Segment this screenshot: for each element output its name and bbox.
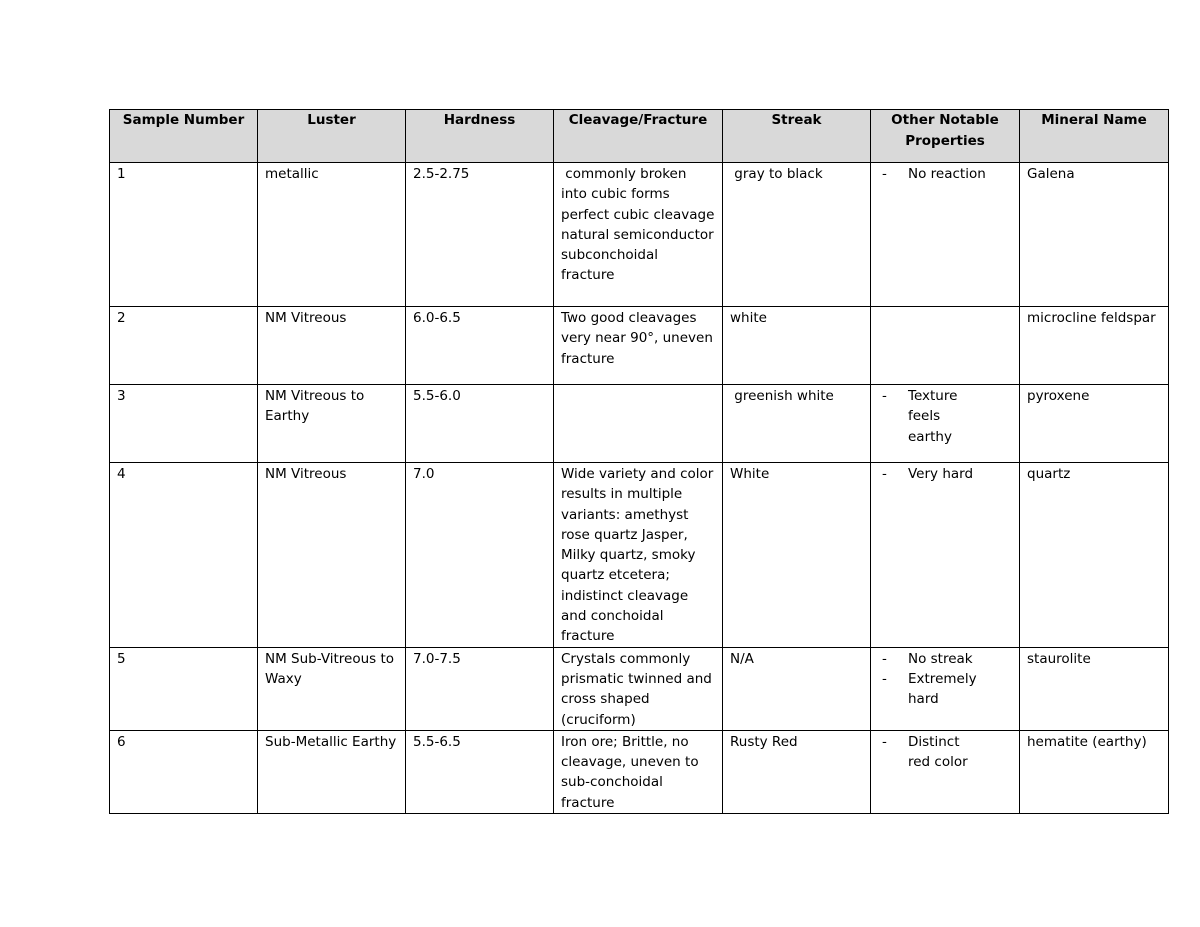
cell-sample-number: 6 <box>110 730 258 813</box>
cell-cleavage-fracture: Crystals commonly prismatic twinned and cross shaped (cruciform) <box>554 647 723 730</box>
property-item: - Extremely hard <box>908 669 988 710</box>
cell-streak: gray to black <box>723 163 871 307</box>
cell-hardness: 7.0 <box>406 463 554 648</box>
table-row <box>110 307 1169 385</box>
cell-hardness: 5.5-6.0 <box>406 385 554 463</box>
header-sample-number: Sample Number <box>110 110 258 163</box>
property-item: - Very hard <box>908 464 1012 484</box>
header-hardness: Hardness <box>406 110 554 163</box>
cell-cleavage-fracture: Wide variety and color results in multiple variants: amethyst rose quartz Jasper, Milky quartz, smoky quartz etcetera; indistinct cleavage and conchoidal fracture <box>554 463 723 648</box>
table-row <box>110 463 1169 648</box>
cell-sample-number: 4 <box>110 463 258 648</box>
cell-hardness: 6.0-6.5 <box>406 307 554 385</box>
cell-mineral-name: pyroxene <box>1020 385 1169 463</box>
cell-other-properties <box>871 307 1020 385</box>
table-row <box>110 385 1169 463</box>
table-row <box>110 163 1169 307</box>
cell-luster: Sub-Metallic Earthy <box>258 730 406 813</box>
cell-hardness: 5.5-6.5 <box>406 730 554 813</box>
cell-hardness: 2.5-2.75 <box>406 163 554 307</box>
header-other-properties: Other Notable Properties <box>871 110 1020 163</box>
table-row <box>110 647 1169 730</box>
cell-cleavage-fracture: Iron ore; Brittle, no cleavage, uneven to sub-conchoidal fracture <box>554 730 723 813</box>
cell-cleavage-fracture: commonly broken into cubic forms perfect cubic cleavage natural semiconductor subconchoidal fracture <box>554 163 723 307</box>
properties-list <box>878 164 1012 184</box>
cell-luster: NM Sub-Vitreous to Waxy <box>258 647 406 730</box>
property-item: - No streak <box>908 649 1012 669</box>
cell-other-properties <box>871 730 1020 813</box>
property-item: - Texture feels earthy <box>908 386 968 447</box>
header-mineral-name: Mineral Name <box>1020 110 1169 163</box>
properties-list <box>878 386 1012 447</box>
cell-other-properties <box>871 647 1020 730</box>
cell-hardness: 7.0-7.5 <box>406 647 554 730</box>
cell-mineral-name: staurolite <box>1020 647 1169 730</box>
cell-mineral-name: microcline feldspar <box>1020 307 1169 385</box>
cell-sample-number: 3 <box>110 385 258 463</box>
cell-streak: White <box>723 463 871 648</box>
header-luster: Luster <box>258 110 406 163</box>
cell-other-properties <box>871 163 1020 307</box>
cell-streak: N/A <box>723 647 871 730</box>
cell-other-properties <box>871 463 1020 648</box>
cell-luster: NM Vitreous <box>258 463 406 648</box>
cell-streak: Rusty Red <box>723 730 871 813</box>
cell-streak: white <box>723 307 871 385</box>
header-cleavage-fracture: Cleavage/Fracture <box>554 110 723 163</box>
cell-luster: NM Vitreous <box>258 307 406 385</box>
properties-list <box>878 464 1012 484</box>
cell-cleavage-fracture <box>554 385 723 463</box>
mineral-identification-table <box>109 109 1169 814</box>
cell-sample-number: 5 <box>110 647 258 730</box>
properties-list <box>878 732 1012 773</box>
cell-mineral-name: Galena <box>1020 163 1169 307</box>
cell-other-properties <box>871 385 1020 463</box>
properties-list <box>878 649 1012 710</box>
cell-luster: NM Vitreous to Earthy <box>258 385 406 463</box>
cell-sample-number: 1 <box>110 163 258 307</box>
cell-luster: metallic <box>258 163 406 307</box>
cell-streak: greenish white <box>723 385 871 463</box>
cell-mineral-name: hematite (earthy) <box>1020 730 1169 813</box>
table-row <box>110 730 1169 813</box>
property-item: - No reaction <box>908 164 1012 184</box>
cell-sample-number: 2 <box>110 307 258 385</box>
cell-mineral-name: quartz <box>1020 463 1169 648</box>
header-row <box>110 110 1169 163</box>
header-streak: Streak <box>723 110 871 163</box>
cell-cleavage-fracture: Two good cleavages very near 90°, uneven fracture <box>554 307 723 385</box>
property-item: - Distinct red color <box>908 732 983 773</box>
